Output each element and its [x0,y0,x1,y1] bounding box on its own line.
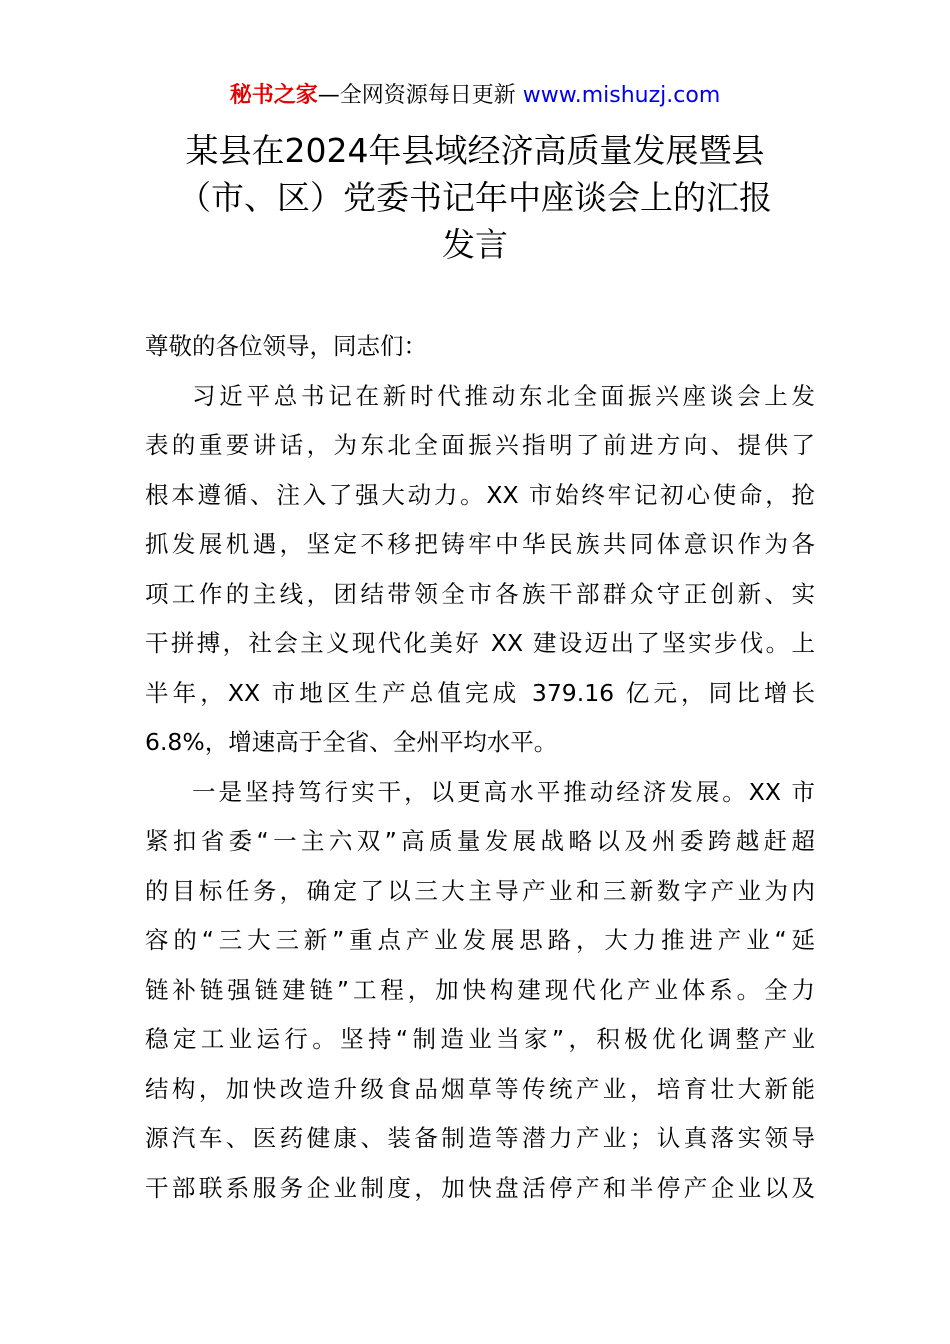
title-line-1: 某县在2024年县域经济高质量发展暨县 [185,131,765,170]
paragraph-2 [145,768,815,1214]
salutation: 尊敬的各位领导，同志们： [145,332,427,360]
paragraph-1 [145,372,815,768]
paragraph-line: 紧扣省委“一主六双”高质量发展战略以及州委跨越赶超 [145,827,815,855]
site-url-link[interactable]: www.mishuzj.com [522,83,721,108]
paragraph-line: 干拼搏，社会主义现代化美好 XX 建设迈出了坚实步伐。上 [145,629,815,657]
paragraph-line: 稳定工业运行。坚持“制造业当家”，积极优化调整产业 [145,1025,815,1053]
paragraph-line: 抓发展机遇，坚定不移把铸牢中华民族共同体意识作为各 [145,530,815,558]
document-body [145,322,815,1213]
paragraph-line: 结构，加快改造升级食品烟草等传统产业，培育壮大新能 [145,1074,815,1103]
paragraph-line: 半年，XX 市地区生产总值完成 379.16 亿元，同比增长 [145,678,815,707]
paragraph-line: 一是坚持笃行实干，以更高水平推动经济发展。XX 市 [192,777,815,806]
paragraph-line: 的目标任务，确定了以三大主导产业和三新数字产业为内 [145,876,815,905]
paragraph-line: 习近平总书记在新时代推动东北全面振兴座谈会上发 [192,381,815,410]
paragraph-line: 项工作的主线，团结带领全市各族干部群众守正创新、实 [145,579,815,608]
site-header [0,80,950,112]
document-title [120,127,830,268]
paragraph-line: 6.8%，增速高于全省、全州平均水平。 [145,728,558,756]
title-line-3: 发言 [442,225,508,264]
paragraph-line: 根本遵循、注入了强大动力。XX 市始终牢记初心使命，抢 [145,480,815,509]
paragraph-line: 链补链强链建链”工程，加快构建现代化产业体系。全力 [145,975,815,1004]
brand-name: 秘书之家 [229,83,318,108]
paragraph-line: 容的“三大三新”重点产业发展思路，大力推进产业“延 [145,926,815,954]
paragraph-line: 源汽车、医药健康、装备制造等潜力产业；认真落实领导 [145,1124,815,1152]
paragraph-line: 干部联系服务企业制度，加快盘活停产和半停产企业以及 [145,1173,815,1202]
header-tagline: —全网资源每日更新 [317,83,516,108]
paragraph-line: 表的重要讲话，为东北全面振兴指明了前进方向、提供了 [145,431,815,459]
title-line-2: （市、区）党委书记年中座谈会上的汇报 [178,178,772,217]
